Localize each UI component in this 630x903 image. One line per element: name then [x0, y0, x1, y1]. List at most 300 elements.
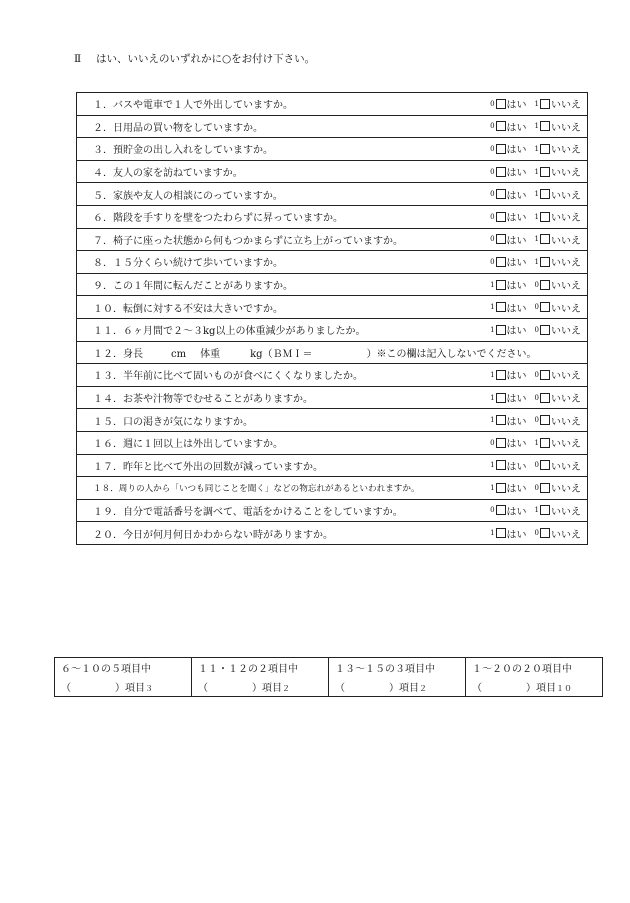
question-row — [77, 454, 588, 477]
question-label: 週に１回以上は外出していますか。 — [123, 439, 283, 451]
answer-yes[interactable] — [490, 435, 526, 450]
question-text — [93, 119, 263, 134]
kg-unit: kg（ＢＭＩ＝ — [250, 348, 313, 360]
question-content — [93, 390, 581, 405]
answer-label: はい — [506, 461, 527, 473]
checkbox[interactable] — [540, 257, 550, 267]
question-content — [93, 96, 581, 111]
answer-label: はい — [506, 506, 527, 518]
question-number: １８． — [93, 483, 119, 494]
question-number: １． — [93, 100, 113, 112]
cm-unit: cm — [171, 348, 187, 360]
checkbox[interactable] — [540, 438, 550, 448]
checkbox[interactable] — [496, 460, 506, 470]
question-row — [77, 296, 588, 319]
summary-table — [54, 657, 603, 697]
summary-header: ６～１０の５項目中 — [61, 664, 151, 675]
checkbox[interactable] — [496, 393, 506, 403]
answer-yes[interactable] — [490, 209, 526, 224]
checkbox[interactable] — [540, 99, 550, 109]
question-cell — [77, 454, 588, 477]
question-label: 家族や友人の相談にのっていますか。 — [113, 190, 283, 202]
checkbox[interactable] — [540, 167, 550, 177]
answer-label: いいえ — [551, 326, 581, 338]
question-label: この１年間に転んだことがありますか。 — [113, 281, 293, 293]
question-number: １０． — [93, 303, 123, 315]
answer-score: 1 — [490, 483, 495, 492]
checkbox[interactable] — [496, 212, 506, 222]
question-number: ２０． — [93, 529, 123, 541]
question-label: ６ヶ月間で２～３kg以上の体重減少がありましたか。 — [123, 326, 366, 338]
question-number: ９． — [93, 281, 113, 293]
question-cell — [77, 318, 588, 341]
question-label: 周りの人から「いつも同じことを聞く」などの物忘れがあるといわれますか。 — [118, 483, 420, 494]
answer-label: いいえ — [551, 371, 581, 383]
summary-cell — [192, 658, 329, 697]
question-content — [93, 209, 581, 224]
question-content — [93, 503, 581, 518]
question-row — [77, 183, 588, 206]
answer-options — [490, 119, 581, 134]
question-content — [93, 413, 581, 428]
summary-header: １～２０の２０項目中 — [472, 664, 572, 675]
question-label: 昨年と比べて外出の回数が減っていますか。 — [123, 461, 323, 473]
answer-yes[interactable] — [490, 503, 526, 518]
summary-header: １１・１２の２項目中 — [198, 664, 298, 675]
answer-yes[interactable] — [490, 277, 526, 292]
question-text — [93, 209, 343, 224]
question-label: １５分くらい続けて歩いていますか。 — [113, 258, 283, 270]
checkbox[interactable] — [496, 528, 506, 538]
answer-no[interactable] — [535, 209, 581, 224]
answer-label: いいえ — [551, 484, 581, 496]
question-row — [77, 364, 588, 387]
answer-yes[interactable] — [490, 322, 526, 337]
answer-score: 1 — [534, 438, 539, 447]
answer-label: いいえ — [551, 100, 581, 112]
answer-score: 1 — [534, 99, 539, 108]
question-cell — [77, 205, 588, 228]
question-label: バスや電車で１人で外出していますか。 — [113, 100, 293, 112]
answer-yes[interactable] — [490, 458, 526, 473]
answer-label: はい — [506, 281, 527, 293]
question-label: お茶や汁物等でむせることがありますか。 — [123, 394, 313, 406]
answer-no[interactable] — [535, 164, 581, 179]
question-content — [93, 300, 581, 315]
answer-no[interactable] — [535, 435, 581, 450]
answer-no[interactable] — [535, 390, 581, 405]
question-content — [93, 187, 581, 202]
count-unit: ）項目 — [526, 683, 556, 694]
answer-label: はい — [506, 258, 527, 270]
question-row — [77, 499, 588, 522]
question-cell — [77, 273, 588, 296]
question-text — [93, 277, 293, 292]
checkbox[interactable] — [496, 257, 506, 267]
answer-score: 0 — [534, 280, 539, 289]
answer-score: 1 — [534, 506, 539, 515]
answer-score: 0 — [534, 370, 539, 379]
question-label: 半年前に比べて固いものが食べにくくなりましたか。 — [123, 371, 363, 383]
checkbox[interactable] — [496, 325, 506, 335]
answer-label: いいえ — [551, 506, 581, 518]
answer-options — [490, 503, 581, 518]
questionnaire-table — [76, 92, 588, 545]
answer-label: はい — [506, 484, 527, 496]
answer-label: はい — [506, 122, 527, 134]
count-total: ２ — [282, 684, 290, 693]
answer-score: 0 — [490, 190, 495, 199]
checkbox[interactable] — [540, 528, 550, 538]
question-number: １６． — [93, 439, 123, 451]
answer-score: 0 — [490, 235, 495, 244]
answer-score: 0 — [534, 393, 539, 402]
answer-score: 1 — [490, 370, 495, 379]
answer-label: はい — [506, 439, 527, 451]
answer-no[interactable] — [535, 526, 581, 541]
answer-label: はい — [506, 371, 527, 383]
answer-score: 0 — [490, 122, 495, 131]
answer-label: いいえ — [551, 122, 581, 134]
checkbox[interactable] — [496, 121, 506, 131]
answer-score: 0 — [490, 99, 495, 108]
answer-score: 0 — [534, 416, 539, 425]
checkbox[interactable] — [540, 212, 550, 222]
checkbox[interactable] — [540, 280, 550, 290]
question-text — [93, 482, 420, 494]
question-label: 預貯金の出し入れをしていますか。 — [113, 145, 273, 157]
question-cell — [77, 296, 588, 319]
question-row — [77, 93, 588, 116]
answer-no[interactable] — [535, 458, 581, 473]
count-blank[interactable]: （ — [472, 683, 482, 694]
question-content — [93, 480, 581, 495]
question-cell — [77, 386, 588, 409]
answer-score: 1 — [490, 280, 495, 289]
answer-no[interactable] — [535, 503, 581, 518]
count-unit: ）項目 — [115, 683, 145, 694]
checkbox[interactable] — [540, 302, 550, 312]
answer-label: はい — [506, 303, 527, 315]
summary-cell — [466, 658, 603, 697]
question-row — [77, 409, 588, 432]
question-number: ８． — [93, 258, 113, 270]
question-row — [77, 318, 588, 341]
answer-no[interactable] — [535, 254, 581, 269]
answer-options — [490, 367, 581, 382]
answer-score: 0 — [490, 144, 495, 153]
answer-score: 1 — [534, 122, 539, 131]
question-content — [93, 435, 581, 450]
answer-yes[interactable] — [490, 367, 526, 382]
question-cell — [77, 251, 588, 274]
answer-score: 1 — [534, 257, 539, 266]
answer-options — [490, 322, 581, 337]
answer-score: 1 — [490, 461, 495, 470]
answer-score: 0 — [490, 506, 495, 515]
answer-label: いいえ — [551, 416, 581, 428]
question-cell — [77, 160, 588, 183]
answer-options — [490, 277, 581, 292]
answer-no[interactable] — [535, 413, 581, 428]
question-number: １９． — [93, 506, 123, 518]
checkbox[interactable] — [496, 99, 506, 109]
question-cell — [77, 409, 588, 432]
question-label: 日用品の買い物をしていますか。 — [113, 122, 263, 134]
question-content — [93, 119, 581, 134]
summary-count — [335, 679, 459, 694]
summary-count — [61, 679, 185, 694]
question-text — [93, 96, 293, 111]
answer-score: 1 — [534, 190, 539, 199]
question-text — [93, 164, 243, 179]
checkbox[interactable] — [496, 167, 506, 177]
checkbox[interactable] — [496, 438, 506, 448]
checkbox[interactable] — [496, 189, 506, 199]
answer-label: はい — [506, 529, 527, 541]
question-label: 友人の家を訪ねていますか。 — [113, 168, 243, 180]
answer-yes[interactable] — [490, 232, 526, 247]
answer-yes[interactable] — [490, 390, 526, 405]
count-blank[interactable]: （ — [335, 683, 345, 694]
answer-no[interactable] — [535, 322, 581, 337]
question-number: １４． — [93, 394, 123, 406]
question-content — [93, 232, 581, 247]
answer-yes[interactable] — [490, 141, 526, 156]
checkbox[interactable] — [496, 302, 506, 312]
count-blank[interactable]: （ — [61, 683, 71, 694]
answer-yes[interactable] — [490, 526, 526, 541]
answer-options — [490, 187, 581, 202]
answer-no[interactable] — [535, 187, 581, 202]
question-label: 自分で電話番号を調べて、電話をかけることをしていますか。 — [123, 506, 403, 518]
question-number: １５． — [93, 416, 123, 428]
summary-cell — [55, 658, 192, 697]
question-text — [93, 300, 283, 315]
answer-score: 0 — [490, 212, 495, 221]
answer-yes[interactable] — [490, 254, 526, 269]
answer-label: いいえ — [551, 258, 581, 270]
answer-options — [490, 232, 581, 247]
question-cell — [77, 364, 588, 387]
question-label: 椅子に座った状態から何もつかまらずに立ち上がっていますか。 — [113, 235, 403, 247]
answer-options — [490, 458, 581, 473]
answer-no[interactable] — [535, 119, 581, 134]
checkbox[interactable] — [496, 144, 506, 154]
answer-options — [490, 254, 581, 269]
question-content — [93, 367, 581, 382]
answer-label: いいえ — [551, 145, 581, 157]
answer-options — [490, 435, 581, 450]
answer-score: 0 — [534, 529, 539, 538]
answer-score: 0 — [534, 325, 539, 334]
question-cell — [77, 93, 588, 116]
answer-no[interactable] — [535, 96, 581, 111]
question-row — [77, 522, 588, 545]
checkbox[interactable] — [540, 393, 550, 403]
answer-yes[interactable] — [490, 119, 526, 134]
answer-options — [490, 209, 581, 224]
answer-no[interactable] — [535, 232, 581, 247]
question-number: ５． — [93, 190, 113, 202]
question-cell — [77, 477, 588, 500]
answer-label: はい — [506, 168, 527, 180]
bmi-cell — [77, 341, 588, 364]
checkbox[interactable] — [496, 505, 506, 515]
question-number: ４． — [93, 168, 113, 180]
summary-count — [198, 679, 322, 694]
summary-count — [472, 679, 596, 694]
answer-no[interactable] — [535, 300, 581, 315]
question-label: 転倒に対する不安は大きいですか。 — [123, 303, 283, 315]
question-number: １３． — [93, 371, 123, 383]
answer-yes[interactable] — [490, 413, 526, 428]
answer-score: 1 — [534, 144, 539, 153]
answer-score: 0 — [534, 303, 539, 312]
answer-score: 1 — [490, 416, 495, 425]
answer-label: はい — [506, 145, 527, 157]
checkbox[interactable] — [540, 415, 550, 425]
weight-label: 体重 — [200, 348, 221, 360]
answer-options — [490, 526, 581, 541]
count-total: １０ — [556, 684, 572, 693]
answer-label: いいえ — [551, 235, 581, 247]
question-cell — [77, 499, 588, 522]
answer-label: いいえ — [551, 281, 581, 293]
answer-label: はい — [506, 100, 527, 112]
question-cell — [77, 431, 588, 454]
bmi-number: １２． — [93, 348, 123, 360]
answer-score: 0 — [490, 257, 495, 266]
answer-score: 0 — [534, 461, 539, 470]
question-text — [93, 232, 403, 247]
answer-score: 1 — [534, 212, 539, 221]
answer-label: いいえ — [551, 213, 581, 225]
question-cell — [77, 228, 588, 251]
question-label: 口の渇きが気になりますか。 — [123, 416, 253, 428]
checkbox[interactable] — [496, 483, 506, 493]
count-unit: ）項目 — [252, 683, 282, 694]
question-row — [77, 228, 588, 251]
answer-yes[interactable] — [490, 164, 526, 179]
question-text — [93, 367, 363, 382]
question-content — [93, 141, 581, 156]
question-row — [77, 251, 588, 274]
answer-label: はい — [506, 326, 527, 338]
summary-header: １３～１５の３項目中 — [335, 664, 435, 675]
answer-options — [490, 413, 581, 428]
answer-options — [490, 164, 581, 179]
question-text — [93, 435, 283, 450]
section-number: Ⅱ — [74, 53, 82, 65]
answer-score: 1 — [534, 167, 539, 176]
question-text — [93, 413, 253, 428]
section-instruction: はい、いいえのいずれかに○をお付け下さい。 — [96, 53, 316, 65]
question-number: ７． — [93, 235, 113, 247]
answer-yes[interactable] — [490, 480, 526, 495]
question-row — [77, 386, 588, 409]
checkbox[interactable] — [540, 121, 550, 131]
question-number: ２． — [93, 122, 113, 134]
question-number: ６． — [93, 213, 113, 225]
answer-no[interactable] — [535, 480, 581, 495]
question-cell — [77, 522, 588, 545]
checkbox[interactable] — [496, 370, 506, 380]
answer-score: 1 — [534, 235, 539, 244]
answer-score: 0 — [490, 167, 495, 176]
count-total: ３ — [145, 684, 153, 693]
checkbox[interactable] — [540, 370, 550, 380]
checkbox[interactable] — [540, 325, 550, 335]
question-text — [93, 187, 283, 202]
answer-label: はい — [506, 190, 527, 202]
checkbox[interactable] — [540, 144, 550, 154]
answer-no[interactable] — [535, 367, 581, 382]
question-row — [77, 273, 588, 296]
question-row — [77, 115, 588, 138]
checkbox[interactable] — [540, 460, 550, 470]
question-content — [93, 164, 581, 179]
answer-options — [490, 390, 581, 405]
question-text — [93, 141, 273, 156]
checkbox[interactable] — [496, 280, 506, 290]
count-unit: ）項目 — [389, 683, 419, 694]
question-row — [77, 431, 588, 454]
question-row — [77, 205, 588, 228]
answer-yes[interactable] — [490, 300, 526, 315]
question-cell — [77, 138, 588, 161]
answer-label: いいえ — [551, 394, 581, 406]
count-blank[interactable]: （ — [198, 683, 208, 694]
checkbox[interactable] — [496, 415, 506, 425]
answer-no[interactable] — [535, 277, 581, 292]
checkbox[interactable] — [540, 483, 550, 493]
question-row — [77, 138, 588, 161]
question-content — [93, 322, 581, 337]
answer-label: いいえ — [551, 439, 581, 451]
checkbox[interactable] — [540, 189, 550, 199]
answer-yes[interactable] — [490, 187, 526, 202]
answer-yes[interactable] — [490, 96, 526, 111]
question-label: 階段を手すりを壁をつたわらずに昇っていますか。 — [113, 213, 343, 225]
answer-label: いいえ — [551, 303, 581, 315]
question-row — [77, 160, 588, 183]
answer-label: はい — [506, 394, 527, 406]
question-cell — [77, 183, 588, 206]
answer-no[interactable] — [535, 141, 581, 156]
checkbox[interactable] — [540, 505, 550, 515]
bmi-note: ）※この欄は記入しないでください。 — [366, 348, 537, 360]
summary-cell — [329, 658, 466, 697]
answer-label: いいえ — [551, 461, 581, 473]
question-content — [93, 458, 581, 473]
answer-label: いいえ — [551, 190, 581, 202]
answer-score: 0 — [534, 483, 539, 492]
checkbox[interactable] — [496, 234, 506, 244]
answer-label: はい — [506, 213, 527, 225]
question-text — [93, 390, 313, 405]
section-heading — [74, 51, 315, 66]
question-text — [93, 458, 323, 473]
answer-options — [490, 300, 581, 315]
answer-options — [490, 96, 581, 111]
answer-label: はい — [506, 416, 527, 428]
question-text — [93, 526, 333, 541]
question-content — [93, 526, 581, 541]
checkbox[interactable] — [540, 234, 550, 244]
answer-label: いいえ — [551, 529, 581, 541]
answer-score: 1 — [490, 325, 495, 334]
